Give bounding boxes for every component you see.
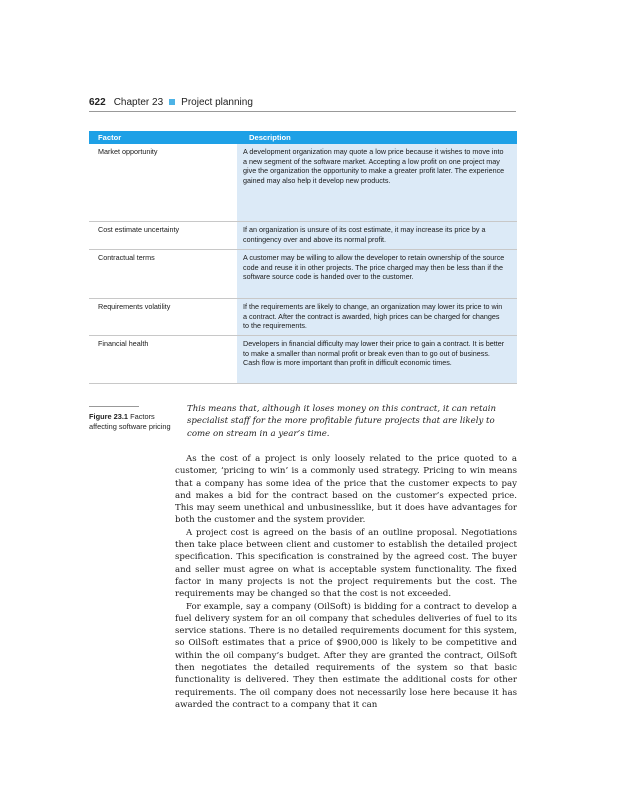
- table-row: [89, 222, 517, 250]
- square-bullet-icon: [169, 99, 175, 105]
- italic-paragraph: This means that, although it loses money on this contract, it can retain specialist staff for the more profitable future projects that are likely to come on stream in a year’s time.: [187, 404, 497, 439]
- table-row: [89, 299, 517, 336]
- factor-cell: Market opportunity: [98, 147, 158, 156]
- paragraph: A project cost is agreed on the basis of an outline proposal. Negotiations then take place between client and customer to establish the detailed project specification. This specification is constrained by the agreed cost. The buyer and seller must agree on what is acceptable system functionality. The fixed factor in many projects is not the project requirements but the cost. The requirements may be changed so that the cost is not exceeded.: [175, 527, 517, 600]
- paragraph: As the cost of a project is only loosely related to the price quoted to a customer, ‘pricing to win’ is a commonly used strategy. Pricing to win means that a company has some idea of the price that the customer expects to pay and makes a bid for the contract based on the customer’s expected price. This may seem unethical and unbusinesslike, but it does have advantages for both the customer and the system provider.: [175, 454, 517, 526]
- figure-caption-text: Factors affecting software pricing: [89, 412, 171, 431]
- description-cell: A customer may be willing to allow the developer to retain ownership of the source code and reuse it in other projects. The price charged may then be less than if the software source code is handed over to the customer.: [237, 250, 517, 298]
- section-title: Project planning: [181, 97, 253, 108]
- chapter-label: Chapter 23: [113, 97, 164, 108]
- factor-cell: Cost estimate uncertainty: [98, 225, 180, 234]
- header-divider: [89, 111, 516, 112]
- figure-caption: [89, 412, 171, 432]
- table-row: [89, 336, 517, 384]
- caption-divider: [89, 406, 139, 407]
- page-number: 622: [89, 97, 106, 108]
- figure-label: Figure 23.1: [89, 412, 129, 421]
- body-text: [175, 453, 517, 711]
- description-cell: Developers in financial difficulty may lower their price to gain a contract. It is better to make a smaller than normal profit or break even than to go out of business. Cash flow is more important than profit in difficult economic times.: [237, 336, 517, 383]
- table-row: [89, 250, 517, 299]
- description-cell: A development organization may quote a low price because it wishes to move into a new segment of the software market. Accepting a low profit on one project may give the organization the opportunity to make a greater profit later. The experience gained may also help it develop new products.: [237, 144, 517, 221]
- pricing-factors-table: [89, 131, 517, 384]
- header-factor: Factor: [98, 133, 122, 142]
- header-description: Description: [249, 133, 291, 142]
- factor-cell: Requirements volatility: [98, 302, 171, 311]
- table-row: [89, 144, 517, 222]
- factor-cell: Contractual terms: [98, 253, 155, 262]
- description-cell: If the requirements are likely to change, an organization may lower its price to win a contract. After the contract is awarded, high prices can be charged for changes to the requirements.: [237, 299, 517, 335]
- paragraph: For example, say a company (OilSoft) is bidding for a contract to develop a fuel delivery system for an oil company that schedules deliveries of fuel to its service stations. There is no detailed requirements document for this system, so OilSoft estimates that a price of $900,000 is likely to be competitive and within the oil company’s budget. After they are granted the contract, OilSoft then negotiates the detailed requirements of the system so that basic functionality is delivered. They then estimate the additional costs for other requirements. The oil company does not necessarily lose here because it has awarded the contract to a company that it can: [175, 601, 517, 710]
- description-cell: If an organization is unsure of its cost estimate, it may increase its price by a contingency over and above its normal profit.: [237, 222, 517, 249]
- page-header: [89, 97, 253, 108]
- table-header: [89, 131, 517, 144]
- factor-cell: Financial health: [98, 339, 149, 348]
